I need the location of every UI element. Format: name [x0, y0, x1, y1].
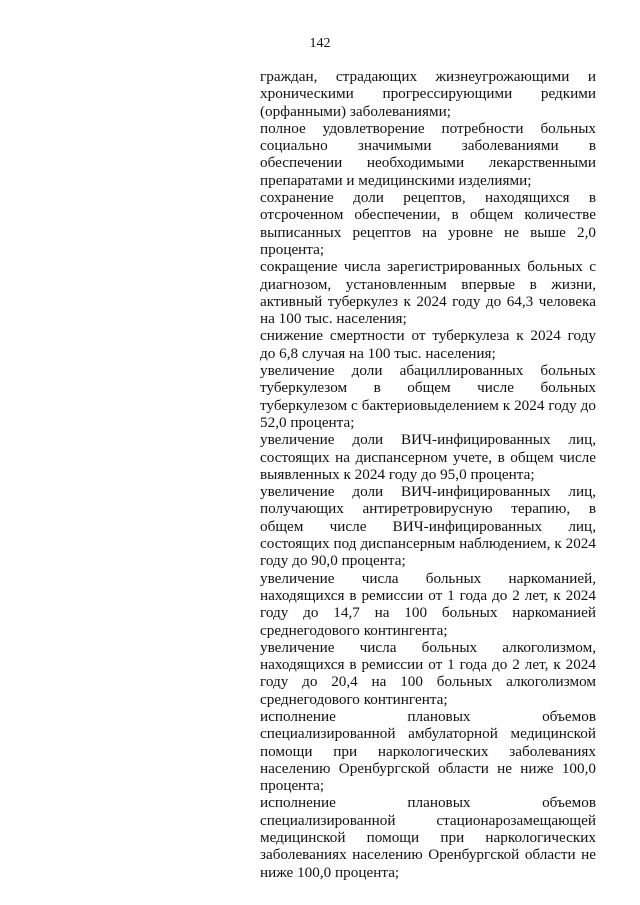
- list-item: увеличение числа больных наркоманией, находящихся в ремиссии от 1 года до 2 лет, к 2024 году до 14,7 на 100 больных наркоманией среднегодового контингента;: [260, 569, 596, 639]
- list-item: увеличение доли ВИЧ-инфицированных лиц, состоящих на диспансерном учете, в общем числе выявленных к 2024 году до 95,0 процента;: [260, 431, 596, 483]
- body-text: [260, 68, 596, 881]
- list-item: исполнение плановых объемов специализированной амбулаторной медицинской помощи при наркологических заболеваниях населению Оренбургской области не ниже 100,0 процента;: [260, 707, 596, 795]
- list-item: снижение смертности от туберкулеза к 2024 году до 6,8 случая на 100 тыс. населения;: [260, 327, 596, 362]
- list-item: увеличение доли ВИЧ-инфицированных лиц, получающих антиретровирусную терапию, в общем числе ВИЧ-инфицированных лиц, состоящих под диспансерным наблюдением, к 2024 году до 90,0 процента;: [260, 483, 596, 570]
- list-item: увеличение доли абациллированных больных туберкулезом в общем числе больных туберкулезом с бактериовыделением к 2024 году до 52,0 процента;: [260, 362, 596, 431]
- list-item: увеличение числа больных алкоголизмом, находящихся в ремиссии от 1 года до 2 лет, к 2024 году до 20,4 на 100 больных алкоголизмом среднегодового контингента;: [260, 638, 596, 708]
- list-item: полное удовлетворение потребности больных социально значимыми заболеваниями в обеспечении необходимыми лекарственными препаратами и медицинскими изделиями;: [260, 119, 596, 189]
- list-item: сохранение доли рецептов, находящихся в отсроченном обеспечении, в общем количестве выписанных рецептов на уровне не выше 2,0 процента;: [260, 189, 596, 258]
- list-item: сокращение числа зарегистрированных больных с диагнозом, установленным впервые в жизни, активный туберкулез к 2024 году до 64,3 человека на 100 тыс. населения;: [260, 258, 596, 328]
- list-item: граждан, страдающих жизнеугрожающими и хроническими прогрессирующими редкими (орфанными) заболеваниями;: [260, 68, 596, 120]
- page-number: 142: [309, 36, 331, 51]
- list-item: исполнение плановых объемов специализированной стационарозамещающей медицинской помощи при наркологических заболеваниях населению Оренбургской области не ниже 100,0 процента;: [260, 794, 596, 881]
